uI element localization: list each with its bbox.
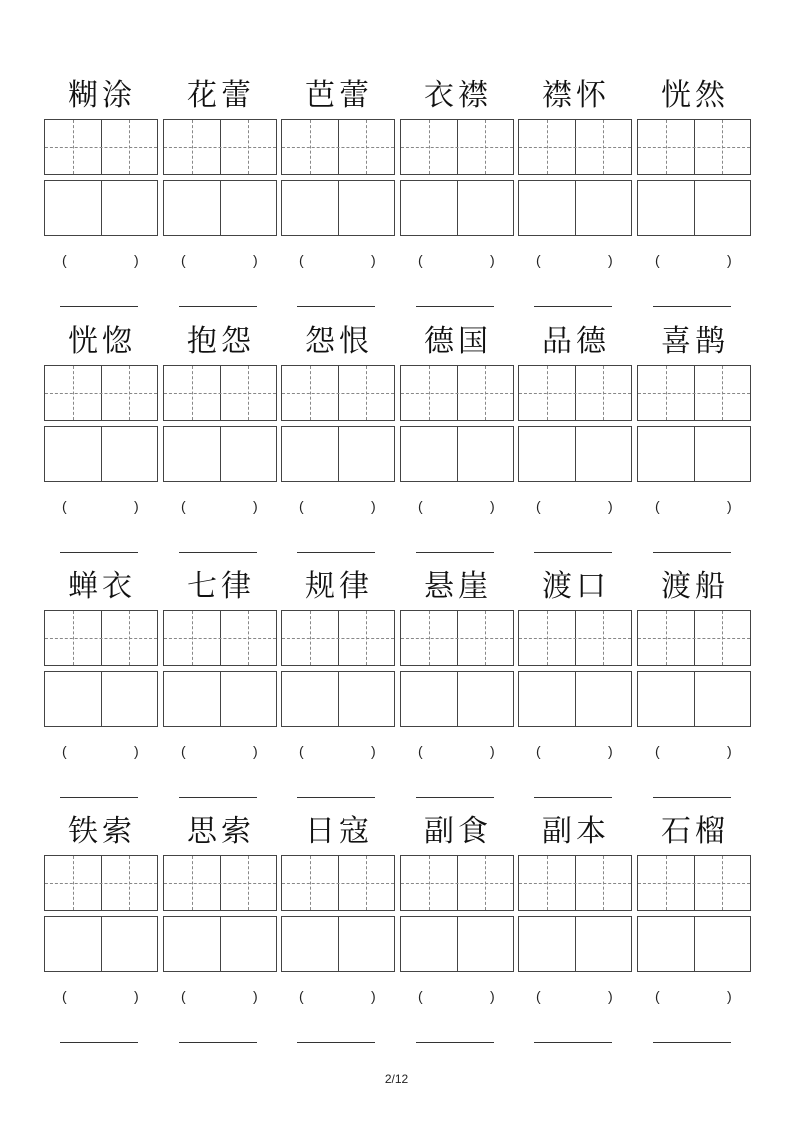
open-paren: ( — [655, 498, 660, 514]
writing-box[interactable] — [163, 916, 277, 972]
pinyin-answer-parens[interactable] — [281, 498, 397, 516]
tianzige-practice-grid[interactable] — [163, 855, 277, 911]
grid-divider — [338, 427, 339, 481]
pinyin-answer-parens[interactable] — [518, 988, 634, 1006]
open-paren: ( — [181, 498, 186, 514]
close-paren: ) — [371, 988, 376, 1004]
grid-divider — [694, 181, 695, 235]
tianzige-practice-grid[interactable] — [281, 365, 395, 421]
grid-guide-dashed — [638, 883, 750, 884]
close-paren: ) — [134, 743, 139, 759]
grid-guide-dashed — [45, 147, 157, 148]
grid-divider — [220, 917, 221, 971]
open-paren: ( — [299, 743, 304, 759]
answer-underline[interactable] — [534, 797, 612, 798]
pinyin-answer-parens[interactable] — [518, 498, 634, 516]
tianzige-practice-grid[interactable] — [400, 119, 514, 175]
writing-box[interactable] — [518, 916, 632, 972]
vocab-word: 喜鹊 — [661, 324, 729, 359]
close-paren: ) — [253, 252, 258, 268]
writing-box[interactable] — [281, 180, 395, 236]
grid-guide-dashed — [519, 638, 631, 639]
answer-underline[interactable] — [60, 306, 138, 307]
vocab-word: 襟怀 — [542, 78, 610, 113]
word-cell — [281, 814, 397, 1060]
close-paren: ) — [608, 252, 613, 268]
vocab-word: 花蕾 — [187, 78, 255, 113]
grid-divider — [575, 427, 576, 481]
close-paren: ) — [490, 252, 495, 268]
grid-divider — [220, 427, 221, 481]
tianzige-practice-grid[interactable] — [44, 610, 158, 666]
open-paren: ( — [299, 988, 304, 1004]
vocab-word: 石榴 — [661, 814, 729, 849]
writing-box[interactable] — [44, 671, 158, 727]
open-paren: ( — [536, 252, 541, 268]
open-paren: ( — [418, 988, 423, 1004]
vocab-word: 德国 — [424, 324, 492, 359]
word-cell — [518, 569, 634, 815]
grid-divider — [694, 427, 695, 481]
word-cell — [281, 569, 397, 815]
pinyin-answer-parens[interactable] — [518, 743, 634, 761]
grid-guide-dashed — [638, 393, 750, 394]
word-cell — [637, 569, 753, 815]
word-cell — [163, 78, 279, 324]
grid-guide-dashed — [45, 638, 157, 639]
writing-box[interactable] — [44, 916, 158, 972]
word-cell — [400, 814, 516, 1060]
grid-guide-dashed — [282, 393, 394, 394]
answer-underline[interactable] — [416, 1042, 494, 1043]
pinyin-answer-parens[interactable] — [163, 498, 279, 516]
answer-underline[interactable] — [297, 1042, 375, 1043]
word-cell — [281, 78, 397, 324]
close-paren: ) — [371, 252, 376, 268]
open-paren: ( — [536, 498, 541, 514]
open-paren: ( — [418, 252, 423, 268]
vocab-word: 渡口 — [542, 569, 610, 604]
tianzige-practice-grid[interactable] — [281, 119, 395, 175]
page-number: 2/12 — [384, 1072, 409, 1086]
word-cell — [163, 324, 279, 570]
writing-box[interactable] — [163, 426, 277, 482]
vocab-word: 衣襟 — [424, 78, 492, 113]
writing-box[interactable] — [637, 916, 751, 972]
open-paren: ( — [181, 743, 186, 759]
writing-box[interactable] — [163, 671, 277, 727]
grid-guide-dashed — [519, 393, 631, 394]
close-paren: ) — [490, 498, 495, 514]
answer-underline[interactable] — [179, 306, 257, 307]
open-paren: ( — [655, 252, 660, 268]
close-paren: ) — [134, 498, 139, 514]
open-paren: ( — [536, 743, 541, 759]
close-paren: ) — [253, 743, 258, 759]
vocab-word: 七律 — [187, 569, 255, 604]
answer-underline[interactable] — [297, 306, 375, 307]
close-paren: ) — [253, 498, 258, 514]
grid-divider — [338, 672, 339, 726]
word-cell — [400, 324, 516, 570]
open-paren: ( — [536, 988, 541, 1004]
answer-underline[interactable] — [534, 306, 612, 307]
grid-divider — [101, 427, 102, 481]
word-block-3 — [0, 569, 793, 815]
grid-guide-dashed — [164, 883, 276, 884]
word-cell — [163, 569, 279, 815]
word-cell — [637, 78, 753, 324]
pinyin-answer-parens[interactable] — [400, 498, 516, 516]
tianzige-practice-grid[interactable] — [518, 119, 632, 175]
grid-guide-dashed — [282, 638, 394, 639]
grid-divider — [575, 917, 576, 971]
pinyin-answer-parens[interactable] — [44, 498, 160, 516]
answer-underline[interactable] — [179, 1042, 257, 1043]
tianzige-practice-grid[interactable] — [44, 365, 158, 421]
writing-box[interactable] — [281, 671, 395, 727]
answer-underline[interactable] — [653, 797, 731, 798]
grid-divider — [694, 672, 695, 726]
word-cell — [44, 569, 160, 815]
word-cell — [518, 324, 634, 570]
close-paren: ) — [371, 743, 376, 759]
tianzige-practice-grid[interactable] — [637, 365, 751, 421]
pinyin-answer-parens[interactable] — [163, 743, 279, 761]
tianzige-practice-grid[interactable] — [518, 365, 632, 421]
vocab-word: 规律 — [305, 569, 373, 604]
writing-box[interactable] — [637, 180, 751, 236]
grid-guide-dashed — [282, 883, 394, 884]
writing-box[interactable] — [400, 426, 514, 482]
answer-underline[interactable] — [416, 552, 494, 553]
grid-guide-dashed — [282, 147, 394, 148]
grid-guide-dashed — [164, 393, 276, 394]
answer-underline[interactable] — [60, 797, 138, 798]
grid-divider — [101, 672, 102, 726]
grid-divider — [220, 672, 221, 726]
open-paren: ( — [655, 988, 660, 1004]
grid-divider — [457, 917, 458, 971]
grid-guide-dashed — [401, 638, 513, 639]
writing-box[interactable] — [518, 180, 632, 236]
word-block-2 — [0, 324, 793, 570]
pinyin-answer-parens[interactable] — [637, 498, 753, 516]
open-paren: ( — [418, 743, 423, 759]
grid-guide-dashed — [401, 393, 513, 394]
grid-divider — [575, 181, 576, 235]
grid-divider — [101, 917, 102, 971]
answer-underline[interactable] — [653, 552, 731, 553]
close-paren: ) — [371, 498, 376, 514]
answer-underline[interactable] — [179, 797, 257, 798]
tianzige-practice-grid[interactable] — [281, 855, 395, 911]
close-paren: ) — [490, 988, 495, 1004]
grid-guide-dashed — [45, 393, 157, 394]
writing-box[interactable] — [163, 180, 277, 236]
pinyin-answer-parens[interactable] — [281, 252, 397, 270]
word-cell — [44, 78, 160, 324]
tianzige-practice-grid[interactable] — [163, 610, 277, 666]
open-paren: ( — [181, 988, 186, 1004]
open-paren: ( — [299, 252, 304, 268]
grid-guide-dashed — [45, 883, 157, 884]
tianzige-practice-grid[interactable] — [637, 855, 751, 911]
vocab-word: 蝉衣 — [68, 569, 136, 604]
answer-underline[interactable] — [416, 306, 494, 307]
pinyin-answer-parens[interactable] — [637, 988, 753, 1006]
writing-box[interactable] — [44, 426, 158, 482]
pinyin-answer-parens[interactable] — [400, 743, 516, 761]
writing-box[interactable] — [637, 671, 751, 727]
open-paren: ( — [655, 743, 660, 759]
word-cell — [163, 814, 279, 1060]
writing-box[interactable] — [518, 426, 632, 482]
answer-underline[interactable] — [534, 1042, 612, 1043]
tianzige-practice-grid[interactable] — [518, 855, 632, 911]
writing-box[interactable] — [400, 671, 514, 727]
word-cell — [400, 569, 516, 815]
vocab-word: 铁索 — [68, 814, 136, 849]
pinyin-answer-parens[interactable] — [163, 252, 279, 270]
pinyin-answer-parens[interactable] — [637, 252, 753, 270]
grid-divider — [338, 181, 339, 235]
pinyin-answer-parens[interactable] — [44, 252, 160, 270]
answer-underline[interactable] — [416, 797, 494, 798]
pinyin-answer-parens[interactable] — [400, 988, 516, 1006]
answer-underline[interactable] — [60, 1042, 138, 1043]
pinyin-answer-parens[interactable] — [400, 252, 516, 270]
close-paren: ) — [727, 498, 732, 514]
close-paren: ) — [608, 743, 613, 759]
vocab-word: 恍惚 — [68, 324, 136, 359]
tianzige-practice-grid[interactable] — [518, 610, 632, 666]
vocab-word: 思索 — [187, 814, 255, 849]
pinyin-answer-parens[interactable] — [44, 743, 160, 761]
writing-box[interactable] — [400, 916, 514, 972]
pinyin-answer-parens[interactable] — [518, 252, 634, 270]
tianzige-practice-grid[interactable] — [163, 365, 277, 421]
tianzige-practice-grid[interactable] — [637, 610, 751, 666]
tianzige-practice-grid[interactable] — [400, 610, 514, 666]
word-block-1 — [0, 78, 793, 324]
answer-underline[interactable] — [534, 552, 612, 553]
grid-guide-dashed — [164, 147, 276, 148]
vocab-word: 副本 — [542, 814, 610, 849]
grid-divider — [457, 672, 458, 726]
tianzige-practice-grid[interactable] — [44, 855, 158, 911]
word-cell — [637, 814, 753, 1060]
vocab-word: 品德 — [542, 324, 610, 359]
close-paren: ) — [727, 252, 732, 268]
grid-divider — [457, 427, 458, 481]
grid-divider — [101, 181, 102, 235]
open-paren: ( — [62, 988, 67, 1004]
grid-guide-dashed — [164, 638, 276, 639]
tianzige-practice-grid[interactable] — [163, 119, 277, 175]
answer-underline[interactable] — [297, 797, 375, 798]
tianzige-practice-grid[interactable] — [400, 855, 514, 911]
vocab-word: 副食 — [424, 814, 492, 849]
grid-divider — [338, 917, 339, 971]
writing-box[interactable] — [518, 671, 632, 727]
close-paren: ) — [608, 988, 613, 1004]
close-paren: ) — [608, 498, 613, 514]
answer-underline[interactable] — [297, 552, 375, 553]
word-block-4 — [0, 814, 793, 1060]
pinyin-answer-parens[interactable] — [281, 743, 397, 761]
word-cell — [518, 78, 634, 324]
vocab-word: 渡船 — [661, 569, 729, 604]
grid-guide-dashed — [519, 883, 631, 884]
open-paren: ( — [62, 498, 67, 514]
answer-underline[interactable] — [653, 1042, 731, 1043]
vocab-word: 恍然 — [661, 78, 729, 113]
open-paren: ( — [62, 252, 67, 268]
open-paren: ( — [181, 252, 186, 268]
tianzige-practice-grid[interactable] — [281, 610, 395, 666]
close-paren: ) — [253, 988, 258, 1004]
vocab-word: 抱怨 — [187, 324, 255, 359]
word-cell — [44, 814, 160, 1060]
pinyin-answer-parens[interactable] — [281, 988, 397, 1006]
grid-guide-dashed — [638, 638, 750, 639]
grid-divider — [457, 181, 458, 235]
grid-guide-dashed — [401, 883, 513, 884]
pinyin-answer-parens[interactable] — [163, 988, 279, 1006]
writing-box[interactable] — [400, 180, 514, 236]
word-cell — [44, 324, 160, 570]
close-paren: ) — [490, 743, 495, 759]
tianzige-practice-grid[interactable] — [400, 365, 514, 421]
close-paren: ) — [727, 743, 732, 759]
vocab-word: 怨恨 — [305, 324, 373, 359]
writing-box[interactable] — [637, 426, 751, 482]
pinyin-answer-parens[interactable] — [44, 988, 160, 1006]
word-cell — [400, 78, 516, 324]
writing-box[interactable] — [281, 426, 395, 482]
grid-guide-dashed — [401, 147, 513, 148]
grid-guide-dashed — [638, 147, 750, 148]
close-paren: ) — [134, 988, 139, 1004]
word-cell — [518, 814, 634, 1060]
tianzige-practice-grid[interactable] — [44, 119, 158, 175]
vocab-word: 悬崖 — [424, 569, 492, 604]
writing-box[interactable] — [281, 916, 395, 972]
grid-guide-dashed — [519, 147, 631, 148]
answer-underline[interactable] — [653, 306, 731, 307]
word-cell — [637, 324, 753, 570]
open-paren: ( — [418, 498, 423, 514]
vocab-word: 芭蕾 — [305, 78, 373, 113]
vocab-word: 日寇 — [305, 814, 373, 849]
grid-divider — [575, 672, 576, 726]
open-paren: ( — [62, 743, 67, 759]
word-cell — [281, 324, 397, 570]
tianzige-practice-grid[interactable] — [637, 119, 751, 175]
writing-box[interactable] — [44, 180, 158, 236]
vocab-word: 糊涂 — [68, 78, 136, 113]
answer-underline[interactable] — [60, 552, 138, 553]
answer-underline[interactable] — [179, 552, 257, 553]
grid-divider — [220, 181, 221, 235]
open-paren: ( — [299, 498, 304, 514]
close-paren: ) — [727, 988, 732, 1004]
close-paren: ) — [134, 252, 139, 268]
grid-divider — [694, 917, 695, 971]
pinyin-answer-parens[interactable] — [637, 743, 753, 761]
